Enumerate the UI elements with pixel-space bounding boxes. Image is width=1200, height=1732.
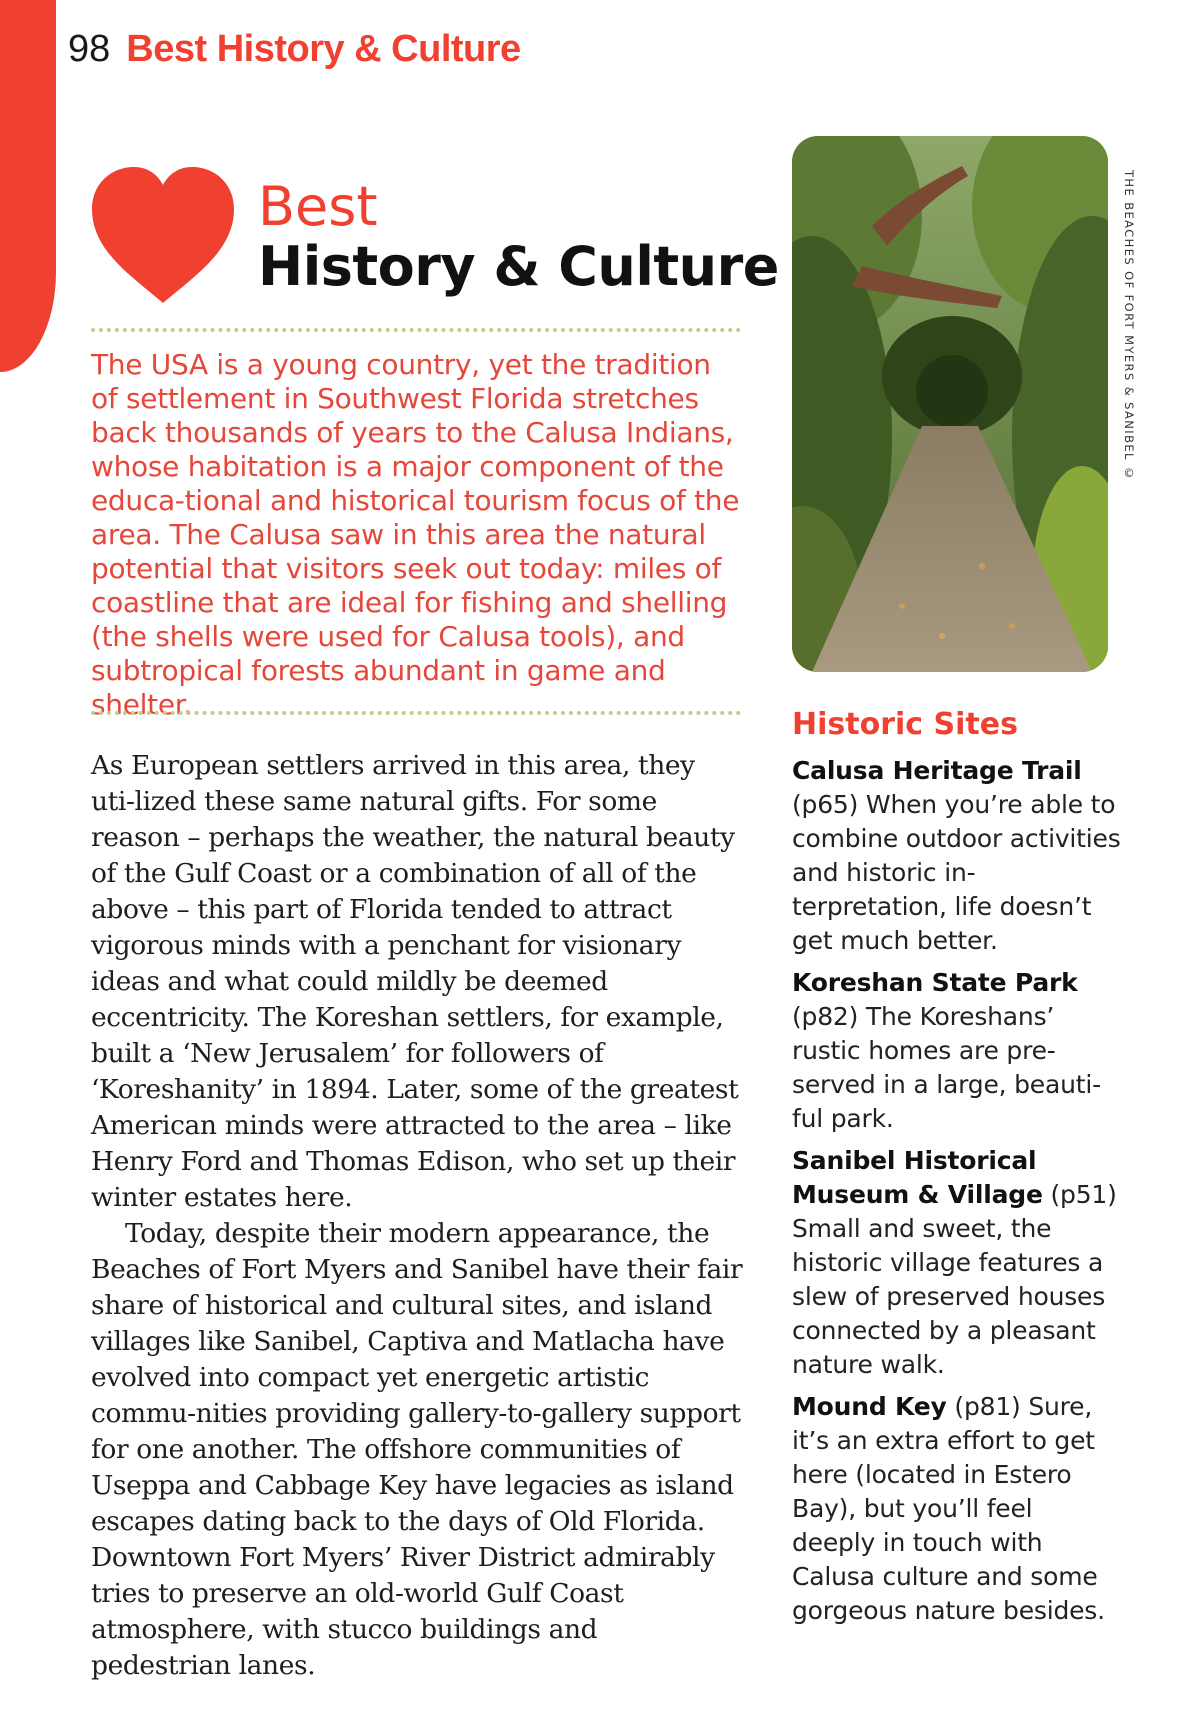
intro-paragraph: The USA is a young country, yet the tradition of settlement in Southwest Florida stretches back thousands of years to the Calusa Indians, whose habitation is a major component of the educa-tional and historical tourism focus of the area. The Calusa saw in this area the natural potential that visitors seek out today: miles of coastline that are ideal for fishing and shelling (the shells were used for Calusa tools), and subtropical forests abundant in game and shelter. bbox=[91, 348, 740, 721]
sidebar-heading: Historic Sites bbox=[792, 707, 1018, 742]
divider-bottom bbox=[91, 711, 741, 715]
site-description: (p81) Sure, it’s an extra effort to get here (located in Estero Bay), but you’ll feel deeply in touch with Calusa culture and some gorgeous nature besides. bbox=[792, 1392, 1105, 1625]
body-paragraph-2: Today, despite their modern appearance, the Beaches of Fort Myers and Sanibel have their fair share of historical and cultural sites, and island villages like Sanibel, Captiva and Matlacha have evolved into compact yet energetic artistic commu-nities providing gallery-to-gallery support for one another. The offshore communities of Useppa and Cabbage Key have legacies as island escapes dating back to the days of Old Florida. Downtown Fort Myers’ River District admirably tries to preserve an old-world Gulf Coast atmosphere, with stucco buildings and pedestrian lanes. bbox=[91, 1218, 743, 1681]
body-text bbox=[91, 748, 743, 1684]
title-line-best: Best bbox=[258, 175, 378, 238]
site-description: (p65) When you’re able to combine outdoor activities and historic in-terpretation, life doesn’t get much better. bbox=[792, 790, 1121, 955]
site-entry bbox=[792, 1144, 1122, 1382]
site-description: (p82) The Koreshans’ rustic homes are pre-served in a large, beauti-ful park. bbox=[792, 1002, 1101, 1133]
section-name: Best History & Culture bbox=[126, 28, 521, 70]
title-line-topic: History & Culture bbox=[258, 235, 779, 298]
forest-trail-photo bbox=[792, 136, 1108, 672]
chapter-tab bbox=[0, 0, 56, 372]
site-name: Calusa Heritage Trail bbox=[792, 756, 1082, 785]
site-entry bbox=[792, 754, 1122, 958]
page-title bbox=[258, 175, 779, 298]
site-entry bbox=[792, 1390, 1122, 1628]
heart-icon bbox=[90, 165, 236, 307]
body-paragraph-1: As European settlers arrived in this area, they uti-lized these same natural gifts. For some reason – perhaps the weather, the natural beauty of the Gulf Coast or a combination of all of the above – this part of Florida tended to attract vigorous minds with a penchant for visionary ideas and what could mildly be deemed eccentricity. The Koreshan settlers, for example, built a ‘New Jerusalem’ for followers of ‘Koreshanity’ in 1894. Later, some of the greatest American minds were attracted to the area – like Henry Ford and Thomas Edison, who set up their winter estates here. bbox=[91, 750, 739, 1213]
page-number: 98 bbox=[68, 28, 111, 70]
photo-credit: THE BEACHES OF FORT MYERS & SANIBEL © bbox=[1122, 170, 1136, 482]
divider-top bbox=[91, 328, 741, 332]
historic-sites-sidebar bbox=[792, 706, 1122, 1636]
site-description: (p51) Small and sweet, the historic village features a slew of preserved houses connected by a pleasant nature walk. bbox=[792, 1180, 1117, 1379]
running-head bbox=[68, 28, 521, 78]
site-name: Koreshan State Park bbox=[792, 968, 1078, 997]
site-name: Sanibel Historical Museum & Village bbox=[792, 1146, 1043, 1209]
site-entry bbox=[792, 966, 1122, 1136]
site-name: Mound Key bbox=[792, 1392, 947, 1421]
